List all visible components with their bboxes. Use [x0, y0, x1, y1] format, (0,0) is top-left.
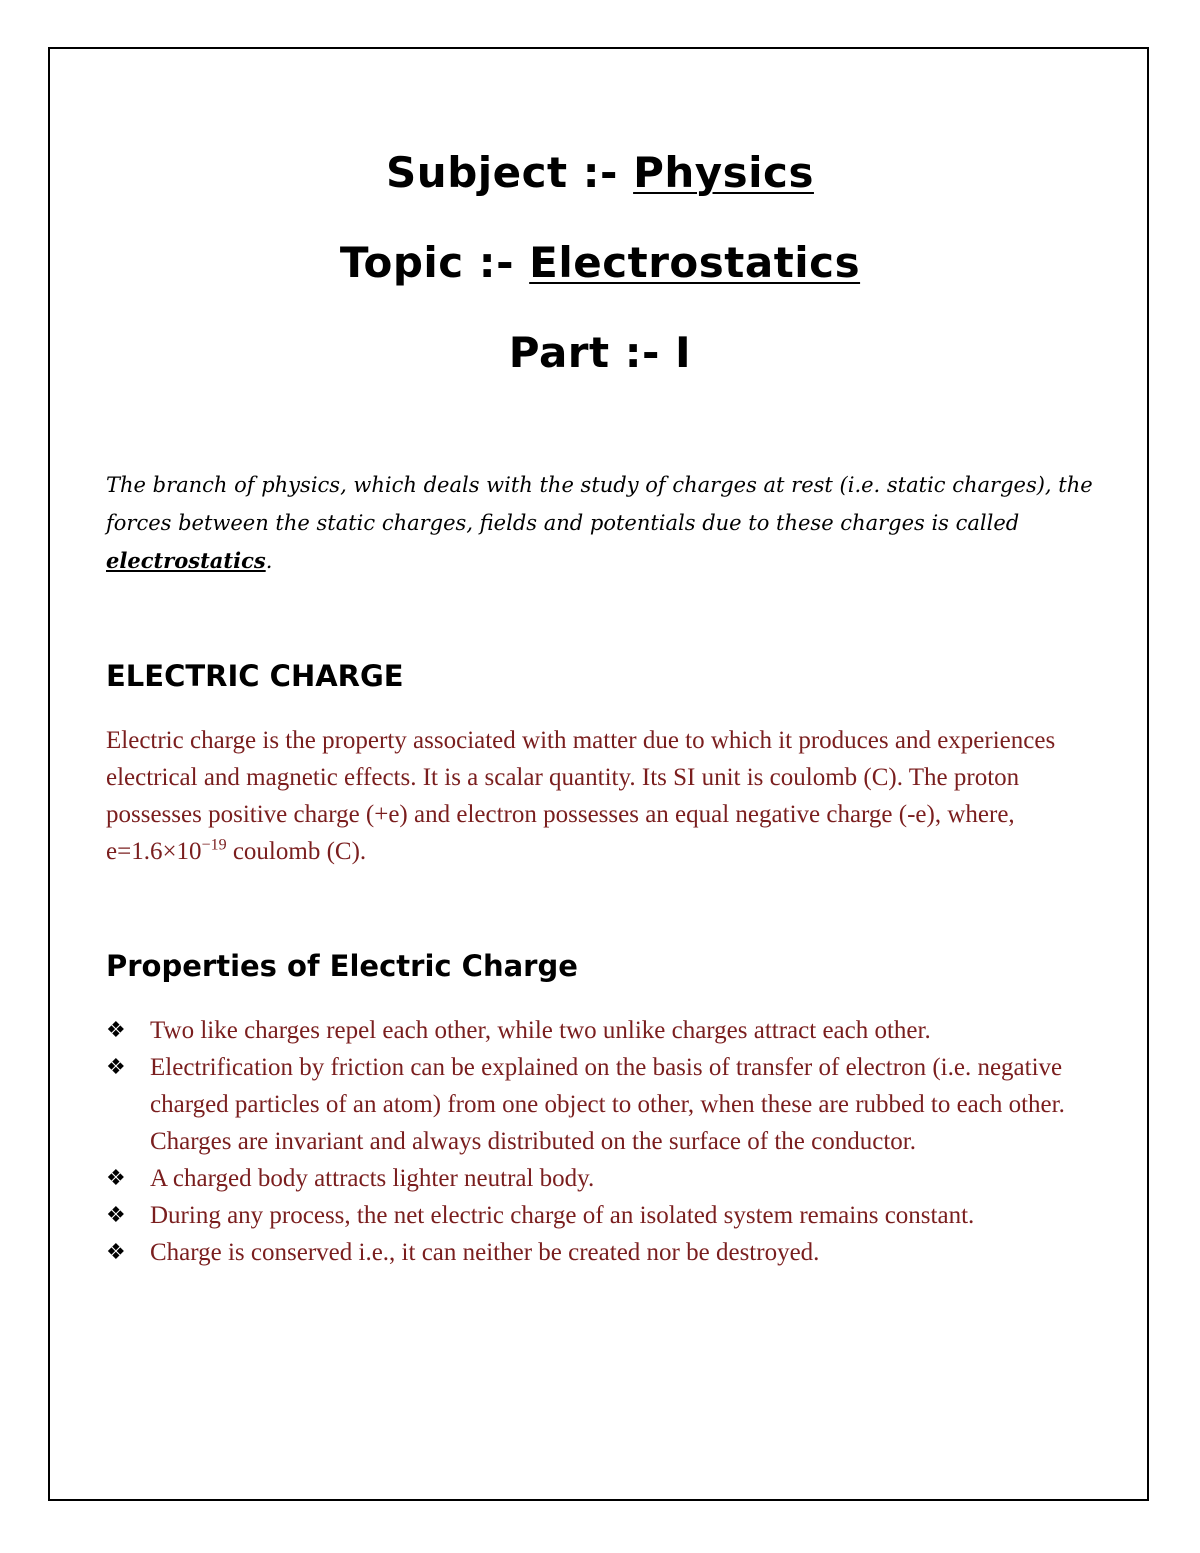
title-subject [0, 148, 1200, 197]
list-item [106, 1012, 1106, 1049]
subject-value: Physics [633, 148, 814, 197]
diamond-bullet-icon: ❖ [106, 1055, 126, 1080]
title-topic [0, 238, 1200, 287]
topic-value: Electrostatics [529, 238, 861, 287]
electric-charge-heading: ELECTRIC CHARGE [106, 659, 404, 693]
topic-label: Topic :- [339, 238, 530, 287]
diamond-bullet-icon: ❖ [106, 1166, 126, 1191]
diamond-bullet-icon: ❖ [106, 1240, 126, 1265]
part-label: Part :- I [508, 328, 692, 377]
list-item-text: Electrification by friction can be explained on the basis of transfer of electron (i.e. negative charged particles of an atom) from one object to other, when these are rubbed to each other. Charges are invariant and always distributed on the surface of the conductor. [150, 1054, 1065, 1155]
properties-list [106, 1012, 1106, 1271]
list-item-text: Charge is conserved i.e., it can neither be created nor be destroyed. [150, 1239, 820, 1266]
diamond-bullet-icon: ❖ [106, 1018, 126, 1043]
intro-text: The branch of physics, which deals with the study of charges at rest (i.e. static charges), the forces between the static charges, fields and potentials due to these charges is called [106, 473, 1093, 535]
electric-charge-paragraph [106, 722, 1106, 870]
intro-term: electrostatics [106, 548, 266, 573]
list-item [106, 1234, 1106, 1271]
diamond-bullet-icon: ❖ [106, 1203, 126, 1228]
subject-label: Subject :- [386, 148, 634, 197]
electric-charge-exponent: −19 [201, 836, 227, 854]
electric-charge-text-end: coulomb (C). [226, 838, 367, 865]
electric-charge-text: Electric charge is the property associated with matter due to which it produces and experiences electrical and magnetic effects. It is a scalar quantity. Its SI unit is coulomb (C). The proton possesses positive charge (+e) and electron possesses an equal negative charge (-e), where, e=1.6×10 [106, 727, 1056, 865]
list-item [106, 1049, 1106, 1160]
list-item-text: Two like charges repel each other, while two unlike charges attract each other. [150, 1017, 931, 1044]
properties-heading: Properties of Electric Charge [106, 949, 578, 983]
list-item-text: During any process, the net electric charge of an isolated system remains constant. [150, 1202, 975, 1229]
list-item [106, 1160, 1106, 1197]
list-item-text: A charged body attracts lighter neutral body. [150, 1165, 595, 1192]
list-item [106, 1197, 1106, 1234]
title-part [0, 328, 1200, 377]
intro-paragraph [106, 466, 1106, 580]
intro-end: . [265, 549, 273, 573]
